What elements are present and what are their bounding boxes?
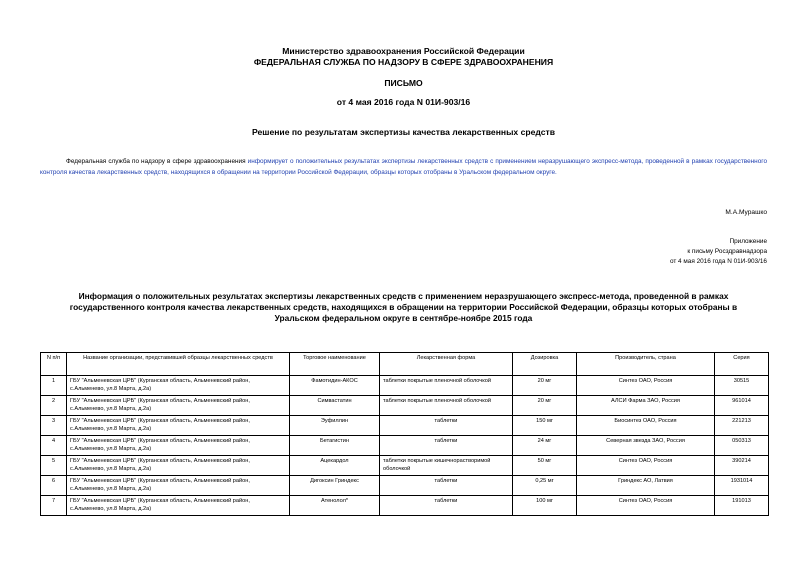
cell-trade-name: Эуфиллин [290,416,380,436]
cell-series: 390214 [715,456,769,476]
cell-organization: ГБУ "Альменевская ЦРБ" (Курганская область, Альменевский район, с.Альменево, ул.8 Марта, д.2а) [67,436,290,456]
document-subject: Решение по результатам экспертизы качества лекарственных средств [251,127,556,137]
cell-dosage: 24 мг [513,436,577,456]
ministry-name: Министерство здравоохранения Российской Федерации [282,46,525,56]
cell-series: 30515 [715,376,769,396]
info-title: Информация о положительных результатах экспертизы лекарственных средств с применением неразрушающего экспресс-метода, проведенной в рамках государственного контроля качества лекарственных средств, находящихся в обращении на территории Российской Федерации, образцы которых отобраны в Уральском федеральном округе в сентябре-ноябре 2015 года [69,291,738,323]
cell-dosage-form: таблетки покрытые кишечнорастворимой оболочкой [380,456,513,476]
cell-organization: ГБУ "Альменевская ЦРБ" (Курганская область, Альменевский район, с.Альменево, ул.8 Марта, д.2а) [67,496,290,516]
table-row [41,496,769,516]
cell-number: 1 [41,376,67,396]
cell-organization: ГБУ "Альменевская ЦРБ" (Курганская область, Альменевский район, с.Альменево, ул.8 Марта, д.2а) [67,396,290,416]
cell-trade-name: Атенолол* [290,496,380,516]
cell-dosage-form: таблетки покрытые пленочной оболочкой [380,396,513,416]
cell-series: 961014 [715,396,769,416]
appendix-line-1: Приложение [729,238,767,245]
cell-organization: ГБУ "Альменевская ЦРБ" (Курганская область, Альменевский район, с.Альменево, ул.8 Марта, д.2а) [67,376,290,396]
intro-paragraph [40,156,767,178]
service-name: ФЕДЕРАЛЬНАЯ СЛУЖБА ПО НАДЗОРУ В СФЕРЕ ЗДРАВООХРАНЕНИЯ [253,57,554,67]
cell-trade-name: Фамотидин-АКОС [290,376,380,396]
cell-series: 050313 [715,436,769,456]
cell-organization: ГБУ "Альменевская ЦРБ" (Курганская область, Альменевский район, с.Альменево, ул.8 Марта, д.2а) [67,476,290,496]
cell-dosage-form: таблетки [380,496,513,516]
cell-trade-name: Ацекардол [290,456,380,476]
cell-manufacturer: Синтез ОАО, Россия [577,376,715,396]
col-header-dosage: Дозировка [513,353,577,376]
cell-number: 7 [41,496,67,516]
table-row [41,416,769,436]
col-header-manufacturer: Производитель, страна [577,353,715,376]
cell-number: 2 [41,396,67,416]
col-header-dosage-form: Лекарственная форма [380,353,513,376]
cell-dosage: 50 мг [513,456,577,476]
table-row [41,376,769,396]
cell-organization: ГБУ "Альменевская ЦРБ" (Курганская область, Альменевский район, с.Альменево, ул.8 Марта, д.2а) [67,456,290,476]
cell-series: 1931014 [715,476,769,496]
table-row [41,396,769,416]
appendix-line-2: к письму Росздравнадзора [687,248,767,255]
cell-dosage: 100 мг [513,496,577,516]
cell-series: 221213 [715,416,769,436]
col-header-series: Серия [715,353,769,376]
intro-link[interactable]: информирует о положительных результатах экспертизы лекарственных средств с применением неразрушающего экспресс-метода, проведенной в рамках государственного контроля качества лекарственных средств, находящихся в обращении на территории Российской Федерации, образцы которых отобраны в Уральском федеральном округе. [40,158,767,176]
table-row [41,456,769,476]
results-table [40,352,769,516]
cell-dosage-form: таблетки [380,476,513,496]
document-type: ПИСЬМО [384,78,423,88]
appendix-line-3: от 4 мая 2016 года N 01И-903/16 [669,258,767,265]
intro-lead: Федеральная служба по надзору в сфере здравоохранения [66,158,246,165]
cell-manufacturer: Синтез ОАО, Россия [577,496,715,516]
cell-manufacturer: АЛСИ Фарма ЗАО, Россия [577,396,715,416]
table-row [41,436,769,456]
cell-number: 5 [41,456,67,476]
appendix-block [670,237,767,267]
cell-dosage-form: таблетки [380,416,513,436]
cell-dosage: 150 мг [513,416,577,436]
cell-manufacturer: Гриндекс АО, Латвия [577,476,715,496]
document-date: от 4 мая 2016 года N 01И-903/16 [336,97,471,107]
cell-manufacturer: Северная звезда ЗАО, Россия [577,436,715,456]
cell-number: 6 [41,476,67,496]
col-header-number: N п/п [41,353,67,376]
cell-organization: ГБУ "Альменевская ЦРБ" (Курганская область, Альменевский район, с.Альменево, ул.8 Марта, д.2а) [67,416,290,436]
cell-trade-name: Симвастатин [290,396,380,416]
table-row [41,476,769,496]
cell-dosage: 20 мг [513,396,577,416]
cell-number: 3 [41,416,67,436]
cell-dosage-form: таблетки покрытые пленочной оболочкой [380,376,513,396]
col-header-trade-name: Торговое наименование [290,353,380,376]
cell-dosage-form: таблетки [380,436,513,456]
cell-trade-name: Дигоксин Гриндекс [290,476,380,496]
cell-number: 4 [41,436,67,456]
col-header-organization: Название организации, представившей образцы лекарственных средств [67,353,290,376]
table-header-row [41,353,769,376]
cell-manufacturer: Биосинтез ОАО, Россия [577,416,715,436]
cell-trade-name: Бетагистин [290,436,380,456]
cell-series: 191013 [715,496,769,516]
cell-dosage: 20 мг [513,376,577,396]
signature: М.А.Мурашко [725,209,767,216]
cell-manufacturer: Синтез ОАО, Россия [577,456,715,476]
cell-dosage: 0,25 мг [513,476,577,496]
